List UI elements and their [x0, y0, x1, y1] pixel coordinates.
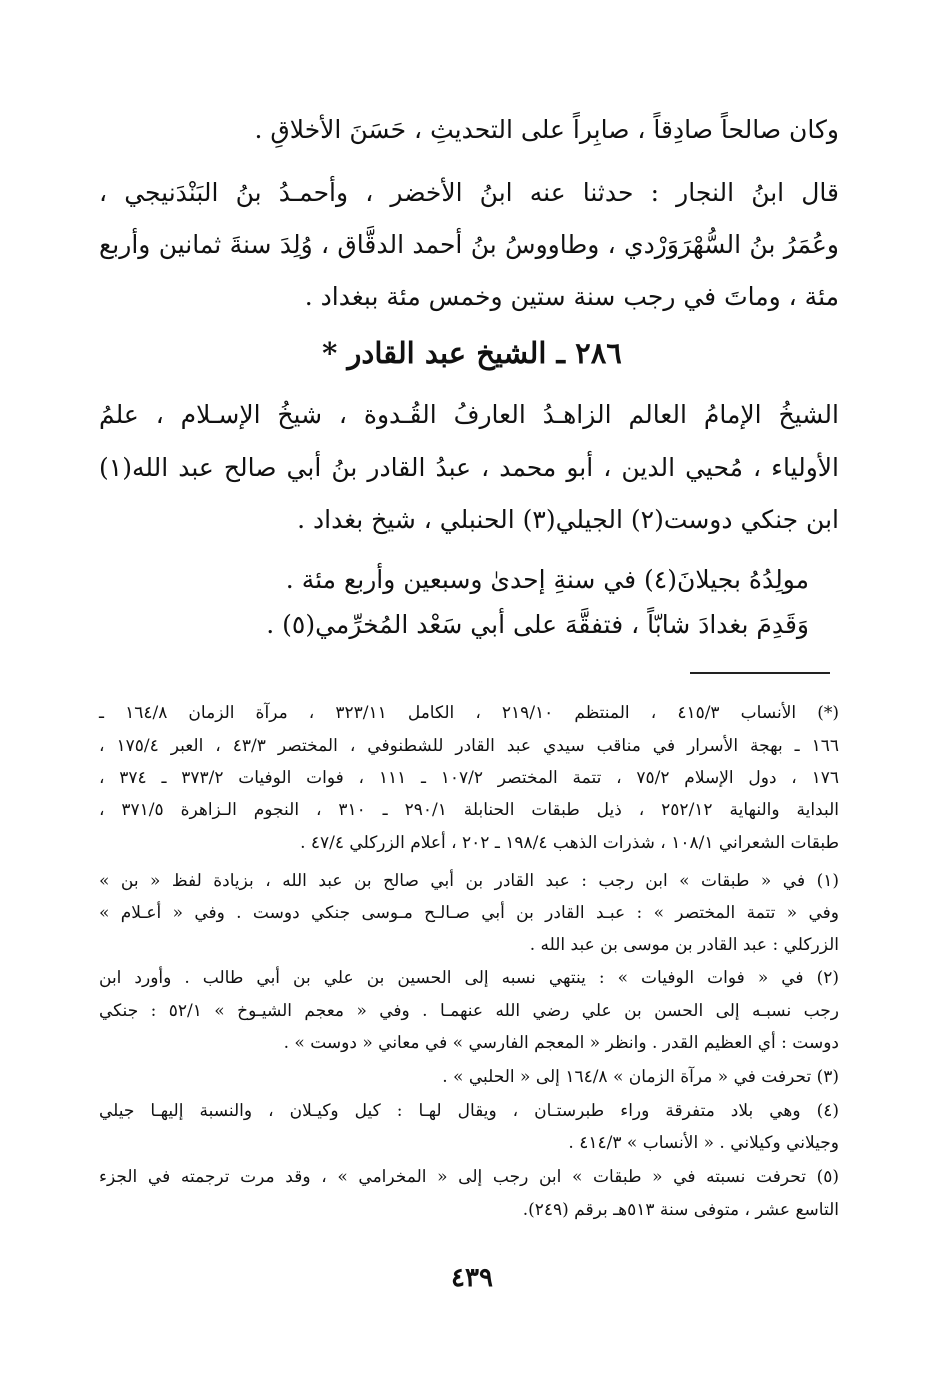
- footnote-separator: [690, 672, 830, 674]
- footnote-line: (*) الأنساب ٤١٥/٣ ، المنتظم ٢١٩/١٠ ، الكامل ٣٢٣/١١ ، مرآة الزمان ١٦٤/٨ ـ: [99, 703, 840, 723]
- footnote-line: رجب نسبـه إلى الحسن بن علي رضي الله عنهمـا . وفي « معجم الشيـوخ » ٥٢/١ : جنكي: [99, 1001, 839, 1021]
- footnote-line: (٣) تحرفت في « مرآة الزمان » ١٦٤/٨ إلى « الحلبي » .: [442, 1067, 839, 1087]
- entry-heading: ٢٨٦ ـ الشيخ عبد القادر *: [322, 336, 622, 370]
- text-line: الشيخُ الإمامُ العالم الزاهـدُ العارفُ القُـدوة ، شيخُ الإسـلام ، علمُ: [99, 400, 839, 429]
- text-line: وعُمَرُ بنُ السُّهْرَوَرْدي ، وطاووسُ بنُ أحمد الدقَّاق ، وُلِدَ سنةَ ثمانين وأربع: [99, 230, 839, 259]
- footnote-line: (٤) وهي بلاد متفرقة وراء طبرستـان ، ويقال لهـا : كيل وكيـلان ، والنسبة إليهـا جيلي: [99, 1101, 839, 1121]
- text-line: مئة ، وماتَ في رجب سنة ستين وخمس مئة ببغداد .: [304, 282, 839, 311]
- footnote-line: وجيلاني وكيلاني . « الأنساب » ٤١٤/٣ .: [568, 1133, 839, 1153]
- text-line: مولِدُهُ بجيلانَ(٤) في سنةِ إحدىٰ وسبعين وأربع مئة .: [285, 565, 809, 594]
- footnote-line: (٢) في « فوات الوفيات » : ينتهي نسبه إلى الحسين بن علي بن أبي طالب . وأورد ابن: [99, 968, 839, 988]
- page-number: ٤٣٩: [451, 1263, 493, 1293]
- footnote-line: طبقات الشعراني ١٠٨/١ ، شذرات الذهب ١٩٨/٤ ـ ٢٠٢ ، أعلام الزركلي ٤٧/٤ .: [300, 833, 839, 853]
- footnote-line: البداية والنهاية ٢٥٢/١٢ ، ذيل طبقات الحنابلة ٢٩٠/١ ـ ٣١٠ ، النجوم الـزاهرة ٣٧١/٥ ،: [99, 800, 840, 820]
- footnote-line: الزركلي : عبد القادر بن موسى بن عبد الله .: [529, 935, 839, 955]
- text-line: ابن جنكي دوست(٢) الجيلي(٣) الحنبلي ، شيخ بغداد .: [297, 505, 839, 534]
- footnote-line: التاسع عشر ، متوفى سنة ٥١٣هـ برقم (٢٤٩).: [522, 1200, 839, 1220]
- footnote-line: (١) في « طبقات » ابن رجب : عبد القادر بن أبي صالح بن عبد الله ، بزيادة لفظ « بن »: [99, 871, 839, 891]
- footnote-line: وفي « تتمة المختصر » : عبـد القادر بن أبي صـالـح مـوسى جنكي دوست . وفي « أعـلام »: [99, 903, 839, 923]
- text-line: وَقَدِمَ بغدادَ شابّاً ، فتفقَّهَ على أبي سَعْد المُخرِّمي(٥) .: [266, 610, 809, 639]
- text-line: الأولياء ، مُحيي الدين ، أبو محمد ، عبدُ القادر بنُ أبي صالح عبد الله(١): [99, 453, 839, 482]
- text-line: وكان صالحاً صادِقاً ، صابِراً على التحديثِ ، حَسَنَ الأخلاقِ .: [254, 115, 839, 144]
- text-line: قال ابنُ النجار : حدثنا عنه ابنُ الأخضر ، وأحمـدُ بنُ البَنْدَنيجي ،: [99, 178, 839, 207]
- footnote-line: (٥) تحرفت نسبته في « طبقات » ابن رجب إلى « المخرامي » ، وقد مرت ترجمته في الجزء: [99, 1167, 839, 1187]
- footnote-line: ١٧٦ ، دول الإسلام ٧٥/٢ ، تتمة المختصر ١٠٧/٢ ـ ١١١ ، فوات الوفيات ٣٧٣/٢ ـ ٣٧٤ ،: [99, 768, 839, 788]
- footnote-line: ١٦٦ ـ بهجة الأسرار في مناقب سيدي عبد القادر للشطنوفي ، المختصر ٤٣/٣ ، العبر ١٧٥/٤ ،: [99, 736, 840, 756]
- footnote-line: دوست : أي العظيم القدر . وانظر « المعجم الفارسي » في معاني « دوست » .: [283, 1033, 839, 1053]
